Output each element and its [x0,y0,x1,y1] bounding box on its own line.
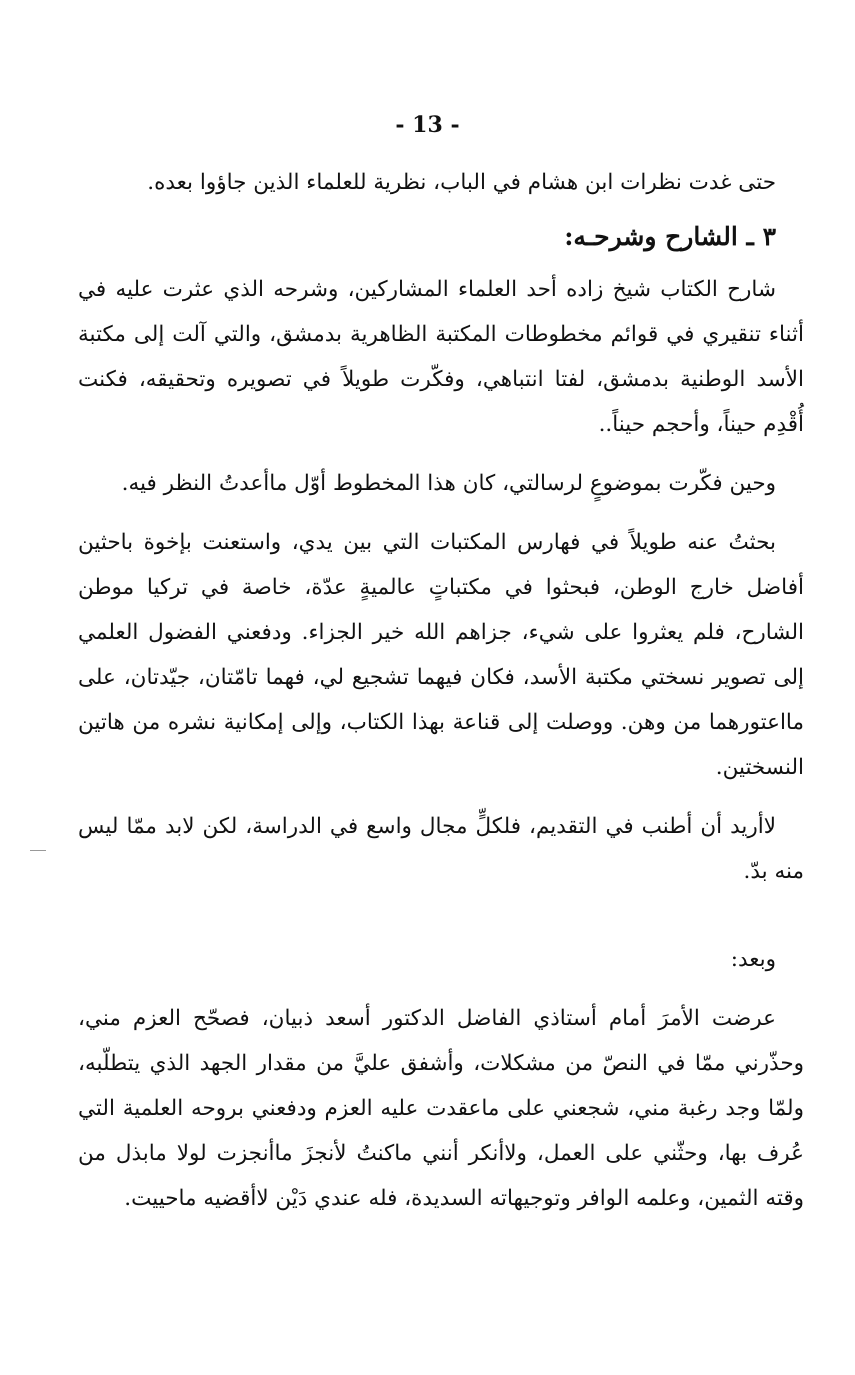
margin-mark [30,850,46,851]
section-heading: ٣ ـ الشارح وشرحـه: [564,222,776,251]
paragraph-search: بحثتُ عنه طويلاً في فهارس المكتبات التي بين يدي، واستعنت بإخوة باحثين أفاضل خارج الوطن، فبحثوا في مكتباتٍ عالميةٍ عدّة، خاصة في تركيا موطن الشارح، فلم يعثروا على شيء، جزاهم الله خير الجزاء. ودفعني الفضول العلمي إلى تصوير نسختي مكتبة الأسد، فكان فيهما تشجيع لي، فهما تامّتان، جيّدتان، على مااعتورهما من وهن. ووصلت إلى قناعة بهذا الكتاب، وإلى إمكانية نشره من هاتين النسختين. [78,530,804,780]
paragraph-acknowledgement: عرضت الأمرَ أمام أستاذي الفاضل الدكتور أسعد ذبيان، فصحّح العزم مني، وحذّرني ممّا في النصّ من مشكلات، وأشفق عليَّ من مقدار الجهد الذي يتطلّبه، ولمّا وجد رغبة مني، شجعني على ماعقدت عليه العزم ودفعني بروحه العلمية التي عُرف بها، وحثّني على العمل، ولاأنكر أنني ماكنتُ لأنجزَ ماأنجزت لولا مابذل من وقته الثمين، وعلمه الوافر وتوجيهاته السديدة، فله عندي دَيْن لاأقضيه ماحييت. [78,1006,804,1211]
paragraph-continuation: حتى غدت نظرات ابن هشام في الباب، نظرية للعلماء الذين جاؤوا بعده. [147,170,776,195]
paragraph-introduction: لاأريد أن أطنب في التقديم، فلكلٍّ مجال واسع في الدراسة، لكن لابد ممّا ليس منه بدّ. [78,814,804,884]
paragraph-commentator: شارح الكتاب شيخ زاده أحد العلماء المشاركين، وشرحه الذي عثرت عليه في أثناء تنقيري في قوائم مخطوطات المكتبة الظاهرية بدمشق، والتي آلت إلى مكتبة الأسد الوطنية بدمشق، لفتا انتباهي، وفكّرت طويلاً في تصويره وتحقيقه، فكنت أُقْدِم حيناً، وأحجم حيناً.. [78,277,804,437]
paragraph-thesis-topic: وحين فكّرت بموضوعٍ لرسالتي، كان هذا المخطوط أوّل ماأعدتُ النظر فيه. [121,471,776,496]
page-number: - 13 - [395,112,460,138]
subheading-thereafter: وبعد: [730,947,776,972]
page-body [78,160,804,1221]
